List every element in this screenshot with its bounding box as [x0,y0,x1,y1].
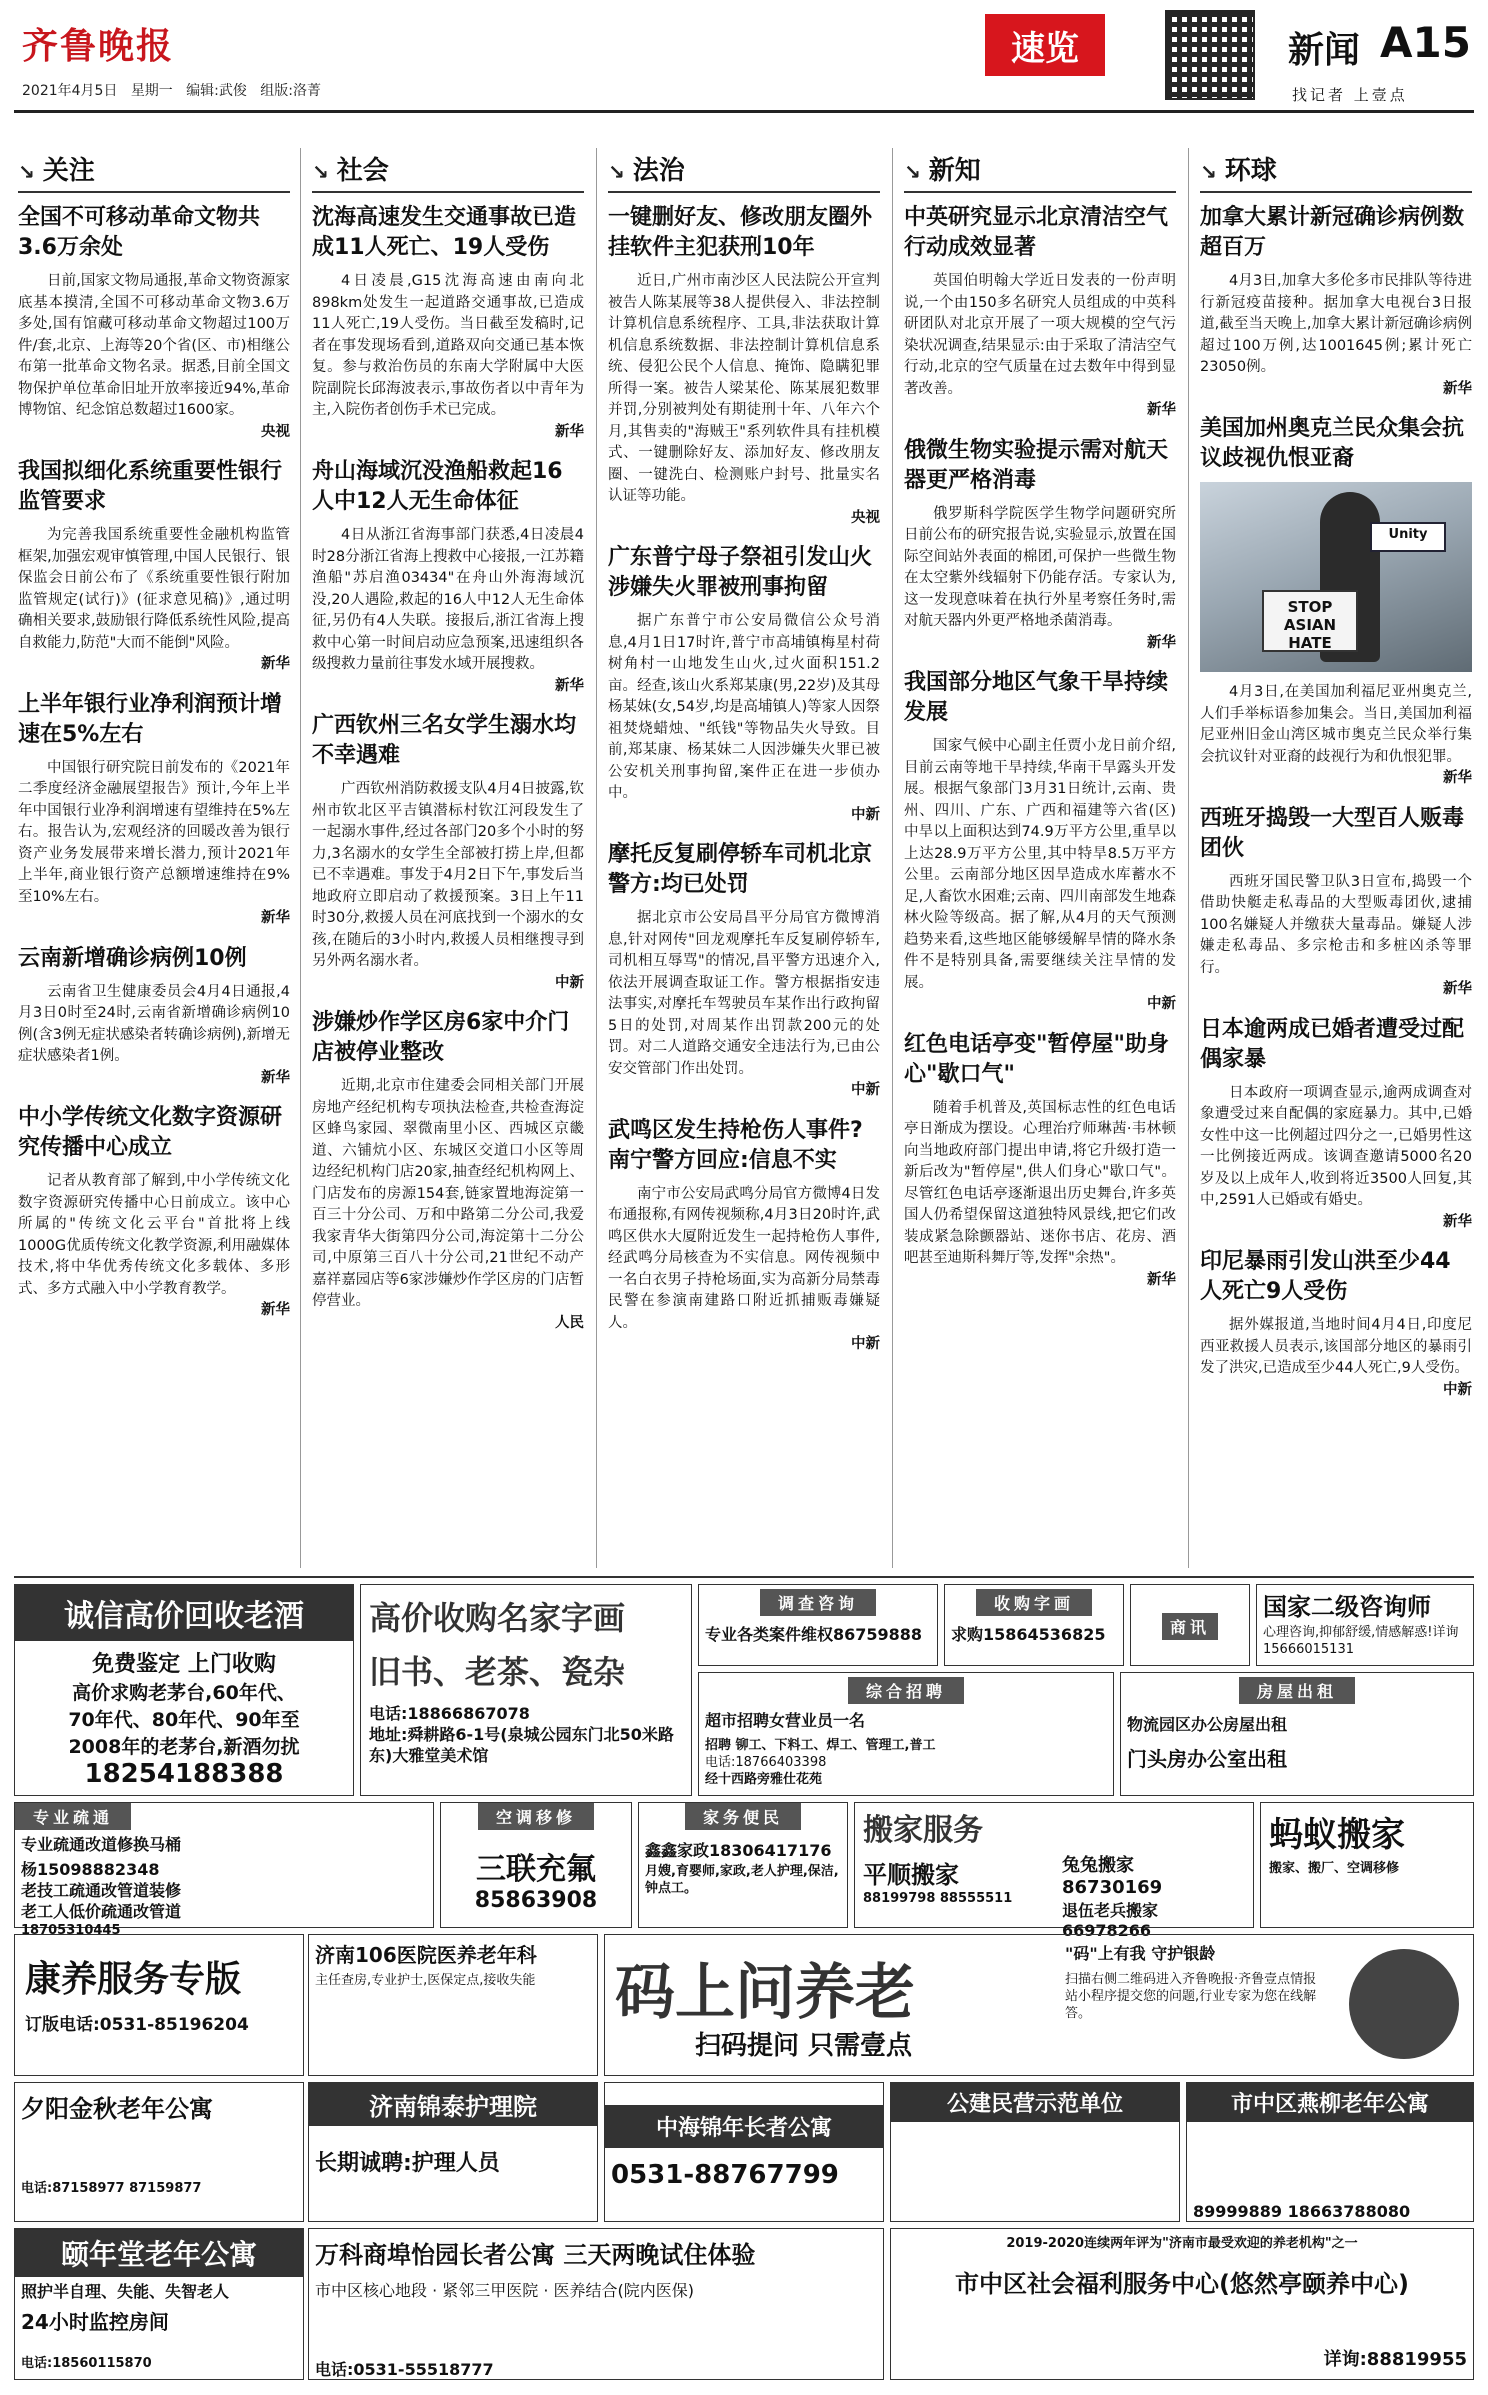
column-heading [18,150,290,193]
page-title: 新闻 [1288,30,1361,71]
article-text: 南宁市公安局武鸣分局官方微博4日发布通报称,有网传视频称,4月3日20时许,武鸣区供水大厦附近发生一起持枪伤人事件,经武鸣分局核查为不实信息。网传视频中一名白衣男子持枪场面,实为高新分局禁毒民警在参演南建路口附近抓捕贩毒嫌疑人。 [608,1185,880,1331]
ad-pipe-text3: 老工人低价疏通改管道 [21,1902,182,1921]
ad-psych-text: 心理咨询,抑郁舒缓,情感解惑!详询15666015131 [1263,1625,1459,1657]
masthead: 齐鲁晚报 [22,25,175,67]
ad-recruit-label: 综合招聘 [848,1677,964,1704]
ad-house-text2: 门头房办公室出租 [1127,1747,1287,1771]
article-text: 云南省卫生健康委员会4月4日通报,4月3日0时至24时,云南省新增确诊病例10例(含3例无症状感染者转确诊病例),新增无症状感染者1例。 [18,983,290,1064]
ad-calligraphy[interactable] [360,1584,692,1796]
protest-sign-2: Unity [1370,522,1446,552]
ad-wine-line1: 免费鉴定 上门收购 [92,1652,276,1677]
article-text: 4日从浙江省海事部门获悉,4日凌晨4时28分浙江省海上搜救中心接报,一江苏籍渔船"苏启渔03434"在舟山外海海域沉没,20人遇险,救起的16人中12人无生命体征,另仍有4人失联。接报后,浙江省海上搜救中心第一时间启动应急预案,迅速组织各级搜救力量前往事发水域开展搜救。 [312,527,584,672]
ad-hospital-title: 济南106医院医养老年科 [315,1943,537,1967]
ad-gongjian-title: 公建民营示范单位 [891,2083,1179,2122]
article-title[interactable]: 中英研究显示北京清洁空气行动成效显著 [904,205,1169,260]
article-source: 新华 [555,423,584,440]
ad-art-label: 收购字画 [976,1589,1092,1616]
article[interactable] [18,690,290,930]
ad-psych-title: 国家二级咨询师 [1263,1593,1431,1621]
article-source: 中新 [851,1082,880,1098]
ad-survey-label: 调查咨询 [760,1589,876,1616]
article[interactable] [904,436,1176,655]
article-source: 央视 [261,423,290,440]
ad-calligraphy-title: 高价收购名家字画 [369,1599,626,1637]
column-divider [300,148,301,1568]
ad-pipe-text2: 老技工疏通改管道装修 [21,1881,182,1900]
article[interactable] [1200,414,1472,790]
ad-art-text: 求购15864536825 [951,1625,1106,1644]
ad-housekeeping-desc: 月嫂,育婴师,家政,老人护理,保洁,钟点工。 [645,1864,839,1896]
article[interactable] [1200,1015,1472,1234]
article-body [18,1171,290,1322]
arrow-icon: ↘ [312,160,329,184]
ad-sunset-phone: 电话:87158977 87159877 [21,2181,202,2196]
article[interactable] [608,840,880,1102]
article-source: 新华 [261,656,290,672]
protest-sign: STOP ASIAN HATE [1262,590,1358,652]
article-text: 国家气候中心副主任贾小龙日前介绍,目前云南等地干旱持续,华南干旱露头开发展。根据气象部门3月31日统计,云南、贵州、四川、广东、广西和福建等六省(区)中旱以上面积达到74.9万平方公里,重旱以上达28.9万平方公里,其中特旱8.5万平方公里。云南部分地区因旱造成水库蓄水不足,人畜饮水困难;云南、四川南部发生地森林火险等级高。据了解,从4月的天气预测趋势来看,这些地区能够缓解旱情的降水条件不是特别具备,需要继续关注旱情的发展。 [904,738,1176,991]
ad-welfare[interactable] [890,2228,1474,2380]
article[interactable] [904,668,1176,1016]
article-source: 新华 [1147,1271,1176,1288]
ad-moving-title2: 兔兔搬家 [1062,1855,1134,1876]
article-source: 中新 [851,806,880,823]
column-heading-text: 社会 [336,156,389,186]
article-body [312,525,584,697]
ad-moving-phone3: 66978266 [1062,1921,1152,1940]
article[interactable] [312,1008,584,1334]
article-body [1200,1315,1472,1401]
editor: 编辑:武俊 [186,83,247,99]
article[interactable] [1200,1247,1472,1401]
article-body [18,271,290,443]
article[interactable] [608,1116,880,1356]
ad-recruit-text3: 经十西路旁雅仕花苑 [705,1772,823,1787]
ad-jinxiu-title: 济南锦泰护理院 [309,2083,597,2126]
article-title[interactable]: 俄微生物实验提示需对航天器更严格消毒 [904,437,1169,493]
article[interactable] [904,1030,1176,1292]
ad-moving-label: 搬家服务 [863,1813,983,1848]
ad-pipe-label: 专业疏通 [15,1803,131,1830]
section-label: 速览 [985,14,1105,76]
ad-yanliu[interactable] [1186,2082,1474,2222]
article-source: 新华 [555,677,584,694]
article-text: 俄罗斯科学院医学生物学问题研究所日前公布的研究报告说,实验显示,放置在国际空间站外表面的棉团,可保护一些微生物在太空紫外线辐射下仍能存活。专家认为,这一发现意味着在执行外星考察任务时,需对航天器内外更严格地杀菌消毒。 [904,505,1176,629]
ad-welfare-title: 市中区社会福利服务中心(悠然亭颐养中心) [955,2270,1409,2298]
article-text: 据北京市公安局昌平分局官方微博消息,针对网传"回龙观摩托车反复刷停轿车,司机相互辱骂"的情况,昌平警方迅速介入,依法开展调查取证工作。警方根据指安违法事实,对摩托车驾驶员车某作出行政拘留5日的处罚,对周某作出罚款200元的处罚。对二人道路交通安全违法行为,已由公安交管部门作出处罚。 [608,910,880,1077]
ad-recruit-phone: 电话:18766403398 [705,1755,827,1770]
arrow-icon: ↘ [904,160,921,184]
ad-wanke-title: 万科商埠怡园长者公寓 三天两晚试住体验 [315,2241,756,2269]
article-source: 中新 [555,974,584,991]
article-title[interactable]: 摩托反复刷停轿车司机北京警方:均已处罚 [608,842,873,897]
article[interactable] [18,457,290,676]
ad-housekeeping-label: 家务便民 [685,1803,801,1830]
ad-welfare-tag: 2019-2020连续两年评为"济南市最受欢迎的养老机构"之一 [1006,2236,1358,2251]
ad-wine-line3: 70年代、80年代、90年至 [68,1709,300,1731]
ad-wanke-text: 市中区核心地段 · 紧邻三甲医院 · 医养结合(院内医保) [315,2281,695,2300]
ad-wanke[interactable] [308,2228,884,2380]
ad-elder-column[interactable] [14,1934,304,2076]
article-text: 近期,北京市住建委会同相关部门开展房地产经纪机构专项执法检查,共检查海淀区蜂鸟家园、翠微南里小区、西城区京畿道、六铺炕小区、东城区交道口小区等周边经纪机构门店20家,抽查经纪机构网上、门店发布的房源154套,链家置地海淀第一百三十分公司、万和中路第二分公司,我爱我家青华大街第四分公司,海淀第十二分公司,中原第三百八十分公司,21世纪不动产嘉祥嘉园店等6家涉嫌炒作学区房的门店暂停营业。 [312,1078,584,1309]
arrow-icon: ↘ [608,160,625,184]
column-heading-text: 新知 [928,156,981,186]
article-title[interactable]: 云南新增确诊病例10例 [18,945,247,971]
article-title[interactable]: 西班牙捣毁一大型百人贩毒团伙 [1200,805,1465,861]
article-source: 央视 [851,509,880,526]
article-text: 随着手机普及,英国标志性的红色电话亭日渐成为摆设。心理治疗师琳茜·韦林顿向当地政府部门提出申请,将它升级打造一新后改为"暂停屋",供人们身心"歇口气"。尽管红色电话亭逐渐退出历史舞台,许多英国人仍希望保留这道独特风景线,把它们改装成紧急除颤器站、迷你书店、花房、酒吧甚至迪斯科舞厅等,发挥"余热"。 [904,1099,1176,1266]
article-text: 英国伯明翰大学近日发表的一份声明说,一个由150多名研究人员组成的中英科研团队对北京开展了一项大规模的空气污染状况调查,结果显示:由于采取了清洁空气行动,北京的空气质量在过去数年中得到显著改善。 [904,273,1176,397]
ad-wanke-phone: 电话:0531-55518777 [315,2360,494,2379]
ad-wine-line2: 高价求购老茅台,60年代、 [72,1682,296,1704]
column-heading [608,150,880,193]
column-3 [608,150,880,1370]
article-text: 日前,国家文物局通报,革命文物资源家底基本摸清,全国不可移动革命文物3.6万多处,国有馆藏可移动革命文物超过100万件/套,北京、上海等20个省(区、市)相继公布第一批革命文物名录。据悉,目前全国文物保护单位革命旧址开放率接近94%,革命博物馆、纪念馆总数超过1600家。 [18,273,290,418]
ad-gongjian[interactable] [890,2082,1180,2222]
article[interactable] [1200,804,1472,1001]
ad-moving-phone2: 86730169 [1062,1877,1163,1898]
article-body [18,525,290,676]
ad-pipe-phone2: 18705310445 [21,1923,121,1938]
article-source: 新华 [1443,1213,1472,1230]
weekday: 星期一 [130,83,173,99]
ad-hospital-text: 主任查房,专业护士,医保定点,接收失能 [315,1973,536,1988]
ad-welfare-phone: 详询:88819955 [1323,2349,1467,2370]
reporter-slogan: 找记者 上壹点 [1292,86,1408,104]
column-2 [312,150,584,1348]
ad-zhonghai[interactable] [604,2082,884,2222]
ad-yinian[interactable] [14,2228,304,2380]
article-title[interactable]: 红色电话亭变"暂停屋"助身心"歇口气" [904,1031,1169,1087]
ad-qr-title: 码上问养老 [615,1958,915,2028]
column-heading [312,150,584,193]
article-text: 中国银行研究院日前发布的《2021年二季度经济金融展望报告》预计,今年上半年中国银行业净利润增速有望维持在5%左右。报告认为,宏观经济的回暖改善为银行资产业务发展带来增长潜力,预计2021年上半年,商业银行资产总额增速维持在9%至10%左右。 [18,759,290,905]
ad-wine-phone: 18254188388 [84,1759,284,1789]
ad-sunset-title: 夕阳金秋老年公寓 [21,2095,213,2123]
article-title[interactable]: 美国加州奥克兰民众集会抗议歧视仇恨亚裔 [1200,416,1465,471]
article-title[interactable]: 舟山海域沉没渔船救起16人中12人无生命体征 [312,459,563,514]
column-5 [1200,150,1472,1415]
article-body [904,504,1176,655]
qr-code-icon[interactable] [1165,10,1255,100]
article[interactable] [18,1103,290,1322]
article-text: 为完善我国系统重要性金融机构监管框架,加强宏观审慎管理,中国人民银行、银保监会日前公布了《系统重要性银行附加监管规定(试行)》(征求意见稿)》,通过明确相关要求,鼓励银行降低系统性风险,提高自救能力,防范"大而不能倒"风险。 [18,527,290,651]
column-divider [1188,148,1189,1568]
article-title[interactable]: 一键删好友、修改朋友圈外挂软件主犯获刑10年 [608,205,873,260]
article-title[interactable]: 涉嫌炒作学区房6家中介门店被停业整改 [312,1010,570,1065]
article-source: 人民 [555,1314,584,1331]
article-title[interactable]: 日本逾两成已婚者遭受过配偶家暴 [1200,1016,1465,1072]
ad-sunset[interactable] [14,2082,304,2222]
date: 2021年4月5日 [22,83,118,99]
ad-moving-phone1: 88199798 88555511 [863,1891,1013,1906]
article-text: 据广东普宁市公安局微信公众号消息,4月1日17时许,普宁市高埔镇梅星村荷树角村一山地发生山火,过火面积151.2亩。经查,该山火系郑某康(男,22岁)及其母杨某妹(女,54岁,均是高埔镇人)等家人因祭祖焚烧蜡烛、"纸钱"等物品失火导致。目前,郑某康、杨某妹二人因涉嫌失火罪已被公安机关刑事拘留,案件正在进一步侦办中。 [608,613,880,801]
ad-yinian-text: 照护半自理、失能、失智老人 [21,2282,230,2301]
ad-wine-line4: 2008年的老茅台,新酒勿扰 [68,1736,300,1758]
ad-aircon[interactable] [440,1802,632,1928]
ad-hospital[interactable] [308,1934,598,2076]
column-heading [904,150,1176,193]
column-heading-text: 环球 [1224,156,1277,186]
article-title[interactable]: 我国拟细化系统重要性银行监管要求 [18,459,283,514]
article-text: 4月3日,加拿大多伦多市民排队等待进行新冠疫苗接种。据加拿大电视台3日报道,截至当天晚上,加拿大累计新冠确诊病例超过100万例,达1001645例;累计死亡23050例。 [1200,273,1472,375]
ad-jinxiu-text: 长期诚聘:护理人员 [315,2151,500,2176]
ad-aircon-phone: 85863908 [474,1888,598,1913]
layout-editor: 组版:洛菁 [260,83,321,99]
article-body [1200,1083,1472,1234]
article-source: 中新 [851,1336,880,1352]
article-text: 日本政府一项调查显示,逾两成调查对象遭受过来自配偶的家庭暴力。其中,已婚女性中这一比例超过四分之一,已婚男性这一比例接近两成。该调查邀请5000名20岁及以上成年人,收到将近3500人回复,其中,2591人已婚或有婚史。 [1200,1084,1472,1208]
ad-yinian-phone: 电话:18560115870 [21,2356,152,2371]
article-body [608,1184,880,1356]
ad-pipe-text1: 专业疏通改道修换马桶 [21,1835,182,1854]
column-divider [596,148,597,1568]
article-text: 据外媒报道,当地时间4月4日,印度尼西亚救援人员表示,该国部分地区的暴雨引发了洪灾,已造成至少44人死亡,9人受伤。 [1200,1317,1472,1376]
column-1 [18,150,290,1336]
ad-elder-phone: 订版电话:0531-85196204 [25,2015,249,2035]
ad-aircon-label: 空调移修 [478,1803,594,1830]
column-4 [904,150,1176,1305]
ad-yinian-title: 颐年堂老年公寓 [15,2229,303,2277]
ad-qr-banner[interactable] [604,1934,1474,2076]
article-body [608,908,880,1102]
article[interactable] [312,711,584,994]
dateline [22,80,321,100]
ad-wine[interactable] [14,1584,354,1796]
article-source: 新华 [261,910,290,926]
ad-recruit-text1: 超市招聘女营业员一名 [705,1711,866,1730]
article[interactable] [312,203,584,443]
ad-zhonghai-title: 中海锦年长者公寓 [605,2105,883,2148]
article-title[interactable]: 加拿大累计新冠确诊病例数超百万 [1200,205,1465,260]
article-title[interactable]: 印尼暴雨引发山洪至少44人死亡9人受伤 [1200,1249,1451,1304]
article-body [18,758,290,930]
column-heading-text: 关注 [42,156,95,186]
article-source: 新华 [1443,380,1472,397]
article[interactable] [608,203,880,529]
ad-qr-subtitle: 扫码提问 只需壹点 [695,2031,913,2061]
article-body [18,982,290,1090]
article-body [904,736,1176,1016]
article-title[interactable]: 广西钦州三名女学生溺水均不幸遇难 [312,713,577,768]
column-heading-text: 法治 [632,156,685,186]
ad-yanliu-title: 市中区燕柳老年公寓 [1187,2083,1473,2122]
column-divider [892,148,893,1568]
article-title[interactable]: 武鸣区发生持枪伤人事件?南宁警方回应:信息不实 [608,1117,863,1173]
article-title[interactable]: 中小学传统文化数字资源研究传播中心成立 [18,1105,283,1160]
page-number: A15 [1380,18,1471,67]
ad-notice: 商讯 [1130,1584,1250,1666]
article[interactable] [608,543,880,826]
article-text: 广西钦州消防救援支队4月4日披露,钦州市钦北区平吉镇潜标村钦江河段发生了一起溺水事件,经过各部门20多个小时的努力,3名溺水的女学生全部被打捞上岸,但都已不幸遇难。事发于4月2日下午,事发后当地政府立即启动了救援预案。3日上午11时30分,救援人员在河底找到一个溺水的女孩,在随后的3小时内,救援人员相继搜寻到另外两名溺水者。 [312,781,584,969]
ad-ant-moving[interactable] [1260,1802,1474,1928]
article-source: 中新 [1443,1381,1472,1398]
article[interactable] [1200,203,1472,400]
ad-yanliu-phone: 89999889 18663788080 [1193,2202,1411,2221]
ad-qr-text: "码"上有我 守护银龄 [1065,1944,1216,1963]
ad-qr-desc: 扫描右侧二维码进入齐鲁晚报·齐鲁壹点情报站小程序提交您的问题,行业专家为您在线解答。 [1065,1972,1317,2021]
ad-survey[interactable] [698,1584,938,1666]
ad-pipe-phone1: 杨15098882348 [21,1860,160,1879]
ad-house[interactable] [1120,1672,1474,1796]
ad-yinian-text2: 24小时监控房间 [21,2310,169,2334]
ad-recruit[interactable] [698,1672,1114,1796]
ad-pipe[interactable] [14,1802,434,1938]
article-title[interactable]: 上半年银行业净利润预计增速在5%左右 [18,691,283,747]
ad-wine-title: 诚信高价回收老酒 [15,1585,353,1641]
ad-recruit-text2: 招聘 铆工、下料工、焊工、管理工,普工 [705,1738,936,1753]
ad-ant-desc: 搬家、搬厂、空调移修 [1269,1861,1400,1876]
article-source: 新华 [1443,770,1472,786]
article-source: 新华 [1147,634,1176,651]
article-source: 中新 [1147,996,1176,1012]
article[interactable] [904,203,1176,422]
article-photo [1200,482,1472,672]
article-body [312,271,584,443]
article-title[interactable]: 我国部分地区气象干旱持续发展 [904,670,1169,725]
article-body [904,271,1176,422]
ad-house-text1: 物流园区办公房屋出租 [1127,1715,1288,1734]
article-title[interactable]: 全国不可移动革命文物共3.6万余处 [18,205,261,260]
ad-aircon-title: 三联充氟 [476,1852,596,1887]
article[interactable] [18,944,290,1090]
arrow-icon: ↘ [1200,160,1217,184]
article-title[interactable]: 沈海高速发生交通事故已造成11人死亡、19人受伤 [312,205,577,260]
article-source: 新华 [261,1302,290,1318]
ad-moving-title1: 平顺搬家 [863,1861,959,1889]
article-text: 西班牙国民警卫队3日宣布,捣毁一个借助快艇走私毒品的大型贩毒团伙,逮捕100名嫌疑人并缴获大量毒品。嫌疑人涉嫌走私毒品、多宗枪击和多桩凶杀等罪行。 [1200,873,1472,976]
article-title[interactable]: 广东普宁母子祭祖引发山火涉嫌失火罪被刑事拘留 [608,545,873,600]
article-text: 4日凌晨,G15沈海高速由南向北898km处发生一起道路交通事故,已造成11人死亡,19人受伤。当日截至发稿时,记者在事发现场看到,道路双向交通已基本恢复。参与救治伤员的东南大学附属中大医院副院长邱海波表示,事故伤者以中青年为主,入院伤者创伤手术已完成。 [312,273,584,418]
ad-calligraphy-address: 地址:舜耕路6-1号(泉城公园东门北50米路东)大雅堂美术馆 [369,1725,674,1765]
header-rule [14,110,1474,113]
article-text: 记者从教育部了解到,中小学传统文化数字资源研究传播中心日前成立。该中心所属的"传统文化云平台"首批将上线1000G优质传统文化教学资源,利用融媒体技术,将中华优秀传统文化多载体、多形式、多方式融入中小学教育教学。 [18,1173,290,1297]
article-source: 新华 [1443,981,1472,997]
ad-ant-title: 蚂蚁搬家 [1269,1815,1405,1855]
ad-house-label: 房屋出租 [1239,1677,1355,1704]
arrow-icon: ↘ [18,160,35,184]
ads-rule [14,1576,1474,1578]
ad-moving-title3: 退伍老兵搬家 [1062,1901,1159,1920]
article-text: 近日,广州市南沙区人民法院公开宣判被告人陈某展等38人提供侵入、非法控制计算机信息系统程序、工具,非法获取计算机信息系统数据、非法控制计算机信息系统、侵犯公民个人信息、掩饰、隐瞒犯罪所得一案。被告人梁某伦、陈某展犯数罪并罚,分别被判处有期徒刑十年、八年六个月,其售卖的"海贼王"系列软件具有挂机模式、一键删除好友、添加好友、修改朋友圈、一键洗白、检测账户封号、批量实名认证等功能。 [608,273,880,504]
article-body [312,779,584,994]
article-body [904,1098,1176,1292]
ad-moving[interactable] [854,1802,1254,1940]
article[interactable] [312,457,584,697]
ad-jinxiu[interactable] [308,2082,598,2222]
ad-housekeeping[interactable] [638,1802,848,1928]
ad-art[interactable] [944,1584,1124,1666]
article-source: 新华 [261,1069,290,1086]
article-body [1200,872,1472,1001]
article-body [312,1076,584,1334]
column-heading [1200,150,1472,193]
ad-housekeeping-text: 鑫鑫家政18306417176 [645,1841,832,1860]
article-body [1200,682,1472,790]
article-body [608,271,880,529]
ad-elder-title: 康养服务专版 [25,1959,242,2000]
article-text: 4月3日,在美国加利福尼亚州奥克兰,人们手举标语参加集会。当日,美国加利福尼亚州旧金山湾区城市奥克兰民众举行集会抗议针对亚裔的歧视行为和仇恨犯罪。 [1200,684,1472,765]
article-source: 新华 [1147,402,1176,418]
ad-calligraphy-subtitle: 旧书、老茶、瓷杂 [369,1653,626,1691]
qr-badge-icon[interactable] [1349,1949,1459,2059]
ad-psych[interactable] [1256,1584,1474,1666]
ad-zhonghai-phone: 0531-88767799 [611,2160,839,2190]
article-body [1200,271,1472,400]
ad-calligraphy-phone: 电话:18866867078 [369,1704,530,1723]
article-body [608,611,880,826]
article[interactable] [18,203,290,443]
ad-survey-text: 专业各类案件维权86759888 [705,1625,923,1644]
